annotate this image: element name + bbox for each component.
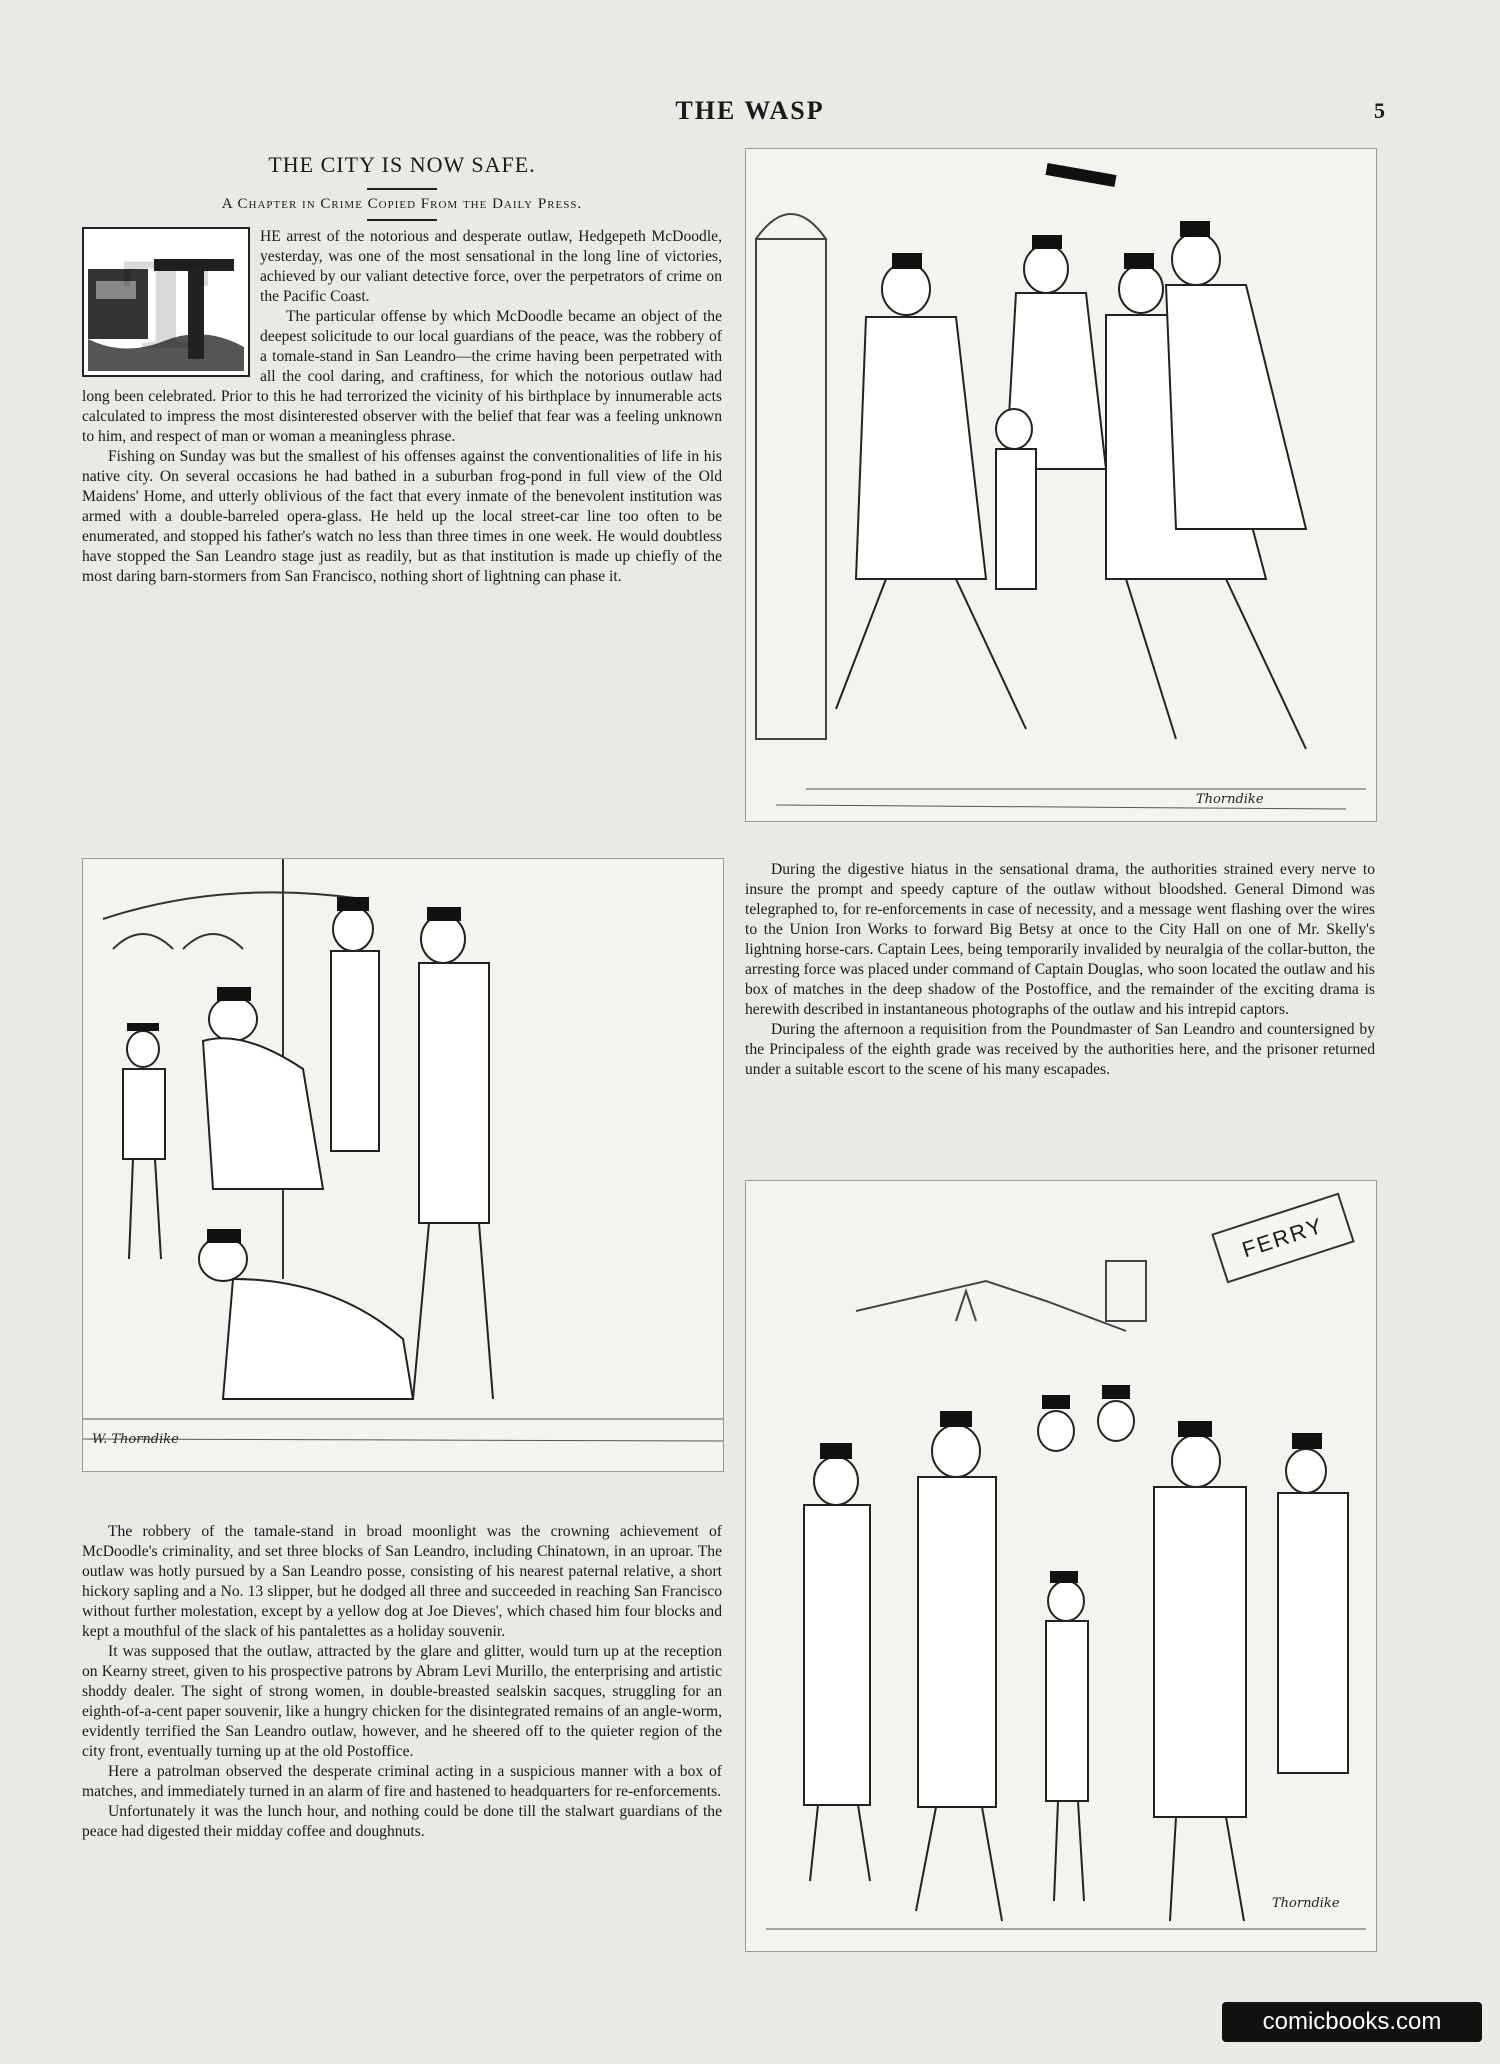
paragraph: The particular offense by which McDoodle became an object of the deepest solicitude to our local guardians of the peace, was the robbery of a tomale-stand in San Leandro—the crime having been perpetrated with all the cool daring, and craftiness, for which the notorious outlaw had long been celebrated. Prior to this he had terrorized the vicinity of his birthplace by innumerable acts calculated to impress the most disinterested observer with the belief that fear was a feeling unknown to him, and respect of man or woman a meaningless phrase. [82, 308, 722, 445]
masthead-title: THE WASP [675, 96, 825, 125]
article-column-right [745, 860, 1375, 1080]
paragraph: During the afternoon a requisition from the Poundmaster of San Leandro and countersigned by the Principaless of the eighth grade was received by the authorities here, and the prisoner returned under a suitable escort to the scene of his many escapades. [745, 1021, 1375, 1078]
dropcap-letter: T [121, 230, 211, 377]
illustration-police-searching [82, 858, 724, 1472]
ferry-sign: FERRY [1211, 1193, 1355, 1284]
signature-right-bottom: Thorndike [1272, 1896, 1340, 1911]
paragraph: HE arrest of the notorious and desperate outlaw, Hedgepeth McDoodle, yesterday, was one of the most sensational in the long line of victories, achieved by our valiant detective force, over the perpetrators of crime on the Pacific Coast. [260, 228, 722, 305]
article-headline: THE CITY IS NOW SAFE. [268, 152, 536, 177]
escort-drawing-icon [746, 1181, 1376, 1951]
dropcap-ornament [82, 227, 250, 377]
signature-right-top: Thorndike [1196, 792, 1264, 807]
paragraph: Here a patrolman observed the desperate criminal acting in a suspicious manner with a box of matches, and immediately turned in an alarm of fire and hastened to headquarters for re-enforcements. [82, 1763, 722, 1800]
police-group-drawing-icon [83, 859, 723, 1471]
page-number: 5 [1374, 98, 1385, 123]
article-column-left [82, 152, 722, 587]
site-watermark: comicbooks.com [1222, 2002, 1482, 2042]
paragraph: Unfortunately it was the lunch hour, and nothing could be done till the stalwart guardians of the peace had digested their midday coffee and doughnuts. [82, 1803, 722, 1840]
divider-rule [367, 219, 437, 221]
paragraph: Fishing on Sunday was but the smallest of his offenses against the conventionalities of life in his native city. On several occasions he had bathed in a suburban frog-pond in full view of the Old Maidens' Home, and utterly oblivious of the fact that every inmate of the benevolent institution was armed with a double-barreled opera-glass. He held up the local street-car line too often to be enumerated, and stopped his father's watch no less than three times in one week. He would doubtless have stopped the San Leandro stage just as readily, but as that institution is made up chiefly of the most daring barn-stormers from San Francisco, nothing short of lightning can phase it. [82, 448, 722, 585]
divider-rule [367, 188, 437, 190]
paragraph: During the digestive hiatus in the sensational drama, the authorities strained every nerve to insure the prompt and speedy capture of the outlaw without bloodshed. General Dimond was telegraphed to, for re-enforcements in case of necessity, and a message went flashing over the wires to the Union Iron Works to forward Big Betsy at once to the City Hall on one of Mr. Skelly's lightning horse-cars. Captain Lees, being temporarily invalided by neuralgia of the collar-button, the arresting force was placed under command of Captain Douglas, who soon located the outlaw and his box of matches in the deep shadow of the Postoffice, and the remainder of the exciting drama is herewith described in instantaneous photographs of the outlaw and his intrepid captors. [745, 861, 1375, 1018]
paragraph: The robbery of the tamale-stand in broad moonlight was the crowning achievement of McDoodle's criminality, and set three blocks of San Leandro, including Chinatown, in an uproar. The outlaw was hotly pursued by a San Leandro posse, consisting of his nearest paternal relative, a short hickory sapling and a No. 13 slipper, but he dodged all three and succeeded in reaching San Francisco without further molestation, except by a yellow dog at Joe Dieves', which chased him four blocks and kept a mouthful of the slack of his pantalettes as a holiday souvenir. [82, 1523, 722, 1640]
signature-left: W. Thorndike [92, 1432, 179, 1447]
illustration-arrest-scuffle [745, 148, 1377, 822]
illustration-escort-procession [745, 1180, 1377, 1952]
arrest-drawing-icon [746, 149, 1376, 821]
article-subhead: A Chapter in Crime Copied From the Daily Press. [221, 196, 583, 212]
article-column-left-bottom [82, 1522, 722, 1842]
paragraph: It was supposed that the outlaw, attracted by the glare and glitter, would turn up at the reception on Kearny street, given to his prospective patrons by Abram Levi Murillo, the enterprising and artistic shoddy dealer. The sight of strong women, in double-breasted sealskin sacques, struggling for an eighth-of-a-cent paper souvenir, like a hungry chicken for the disintegrated remains of an angle-worm, evidently terrified the San Leandro outlaw, however, and he sheered off to the quieter region of the city front, eventually turning up at the old Postoffice. [82, 1643, 722, 1760]
